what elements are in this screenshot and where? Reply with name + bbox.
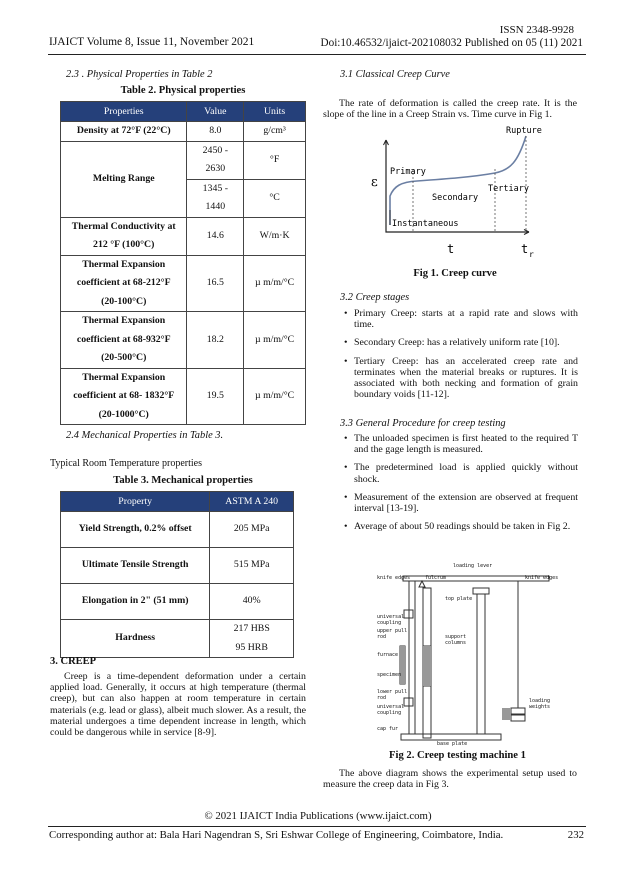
furnace-fill-left: [400, 646, 405, 684]
property-value: 19.5: [187, 368, 244, 425]
label-loading: loading: [529, 698, 551, 704]
table-row: [61, 122, 306, 142]
label-base-plate: base plate: [437, 741, 468, 746]
list-item: • The unloaded specimen is first heated to the required T and the gage length is measured.: [343, 433, 578, 455]
fig-1-caption: Fig 1. Creep curve: [413, 268, 497, 279]
creep-stages-list: [343, 308, 578, 407]
list-item: • Average of about 50 readings should be taken in Fig 2.: [343, 521, 578, 532]
label-loading-lever: loading lever: [453, 563, 493, 569]
header-rule: [48, 54, 586, 55]
label-universal-bottom: universal: [377, 704, 405, 710]
table-header-properties: Properties: [61, 102, 187, 122]
instantaneous-label: Instantaneous: [392, 219, 459, 229]
base-plate: [401, 734, 501, 740]
label-knife-edges-left: knife edges: [377, 575, 411, 581]
weight-1: [511, 708, 525, 714]
page-number: 232: [567, 829, 584, 841]
property-name: Elongation in 2" (51 mm): [61, 584, 210, 620]
creep-machine-figure: [373, 558, 573, 746]
property-value: 18.2: [187, 312, 244, 369]
property-value: 515 MPa: [210, 548, 294, 584]
table-row: [61, 620, 294, 658]
property-value: 2450 - 2630: [187, 141, 244, 179]
table-row: [61, 584, 294, 620]
label-columns: columns: [445, 640, 467, 646]
list-item: • Measurement of the extension are observed at frequent interval [13-19].: [343, 492, 578, 514]
property-name: Density at 72°F (22°C): [61, 122, 187, 142]
primary-label: Primary: [390, 167, 426, 177]
property-value: 16.5: [187, 255, 244, 312]
property-unit: µ m/m/°C: [244, 255, 306, 312]
typical-properties-label: Typical Room Temperature properties: [50, 458, 202, 469]
label-rod-bottom: rod: [377, 695, 387, 701]
property-name: Ultimate Tensile Strength: [61, 548, 210, 584]
corresponding-author: Corresponding author at: Bala Hari Nagendran S, Sri Eshwar College of Engineering, Coimbatore, India.: [49, 829, 504, 841]
table-row: [61, 512, 294, 548]
section-3-1-heading: 3.1 Classical Creep Curve: [340, 69, 450, 80]
property-name: Hardness: [61, 620, 210, 658]
table-header-astm: ASTM A 240: [210, 492, 294, 512]
weight-2: [511, 715, 525, 721]
property-value: 205 MPa: [210, 512, 294, 548]
secondary-label: Secondary: [432, 193, 479, 203]
furnace-fill-right: [423, 646, 431, 686]
table-2-caption: Table 2. Physical properties: [120, 85, 246, 96]
table-row: [61, 548, 294, 584]
fulcrum-symbol: [419, 581, 425, 587]
copyright: © 2021 IJAICT India Publications (www.ijaict.com): [204, 810, 432, 822]
label-cap-fur: cap fur: [377, 726, 399, 732]
property-value: 8.0: [187, 122, 244, 142]
label-weights: weights: [529, 704, 551, 710]
table-row: [61, 255, 306, 312]
label-rod-top: rod: [377, 634, 387, 640]
label-upper-pull: upper pull: [377, 628, 408, 634]
doi: Doi:10.46532/ijaict-202108032 Published on 05 (11) 2021: [320, 37, 583, 49]
tertiary-label: Tertiary: [488, 184, 529, 194]
property-unit: °F: [244, 141, 306, 179]
procedure-list: [343, 433, 578, 539]
footer-rule: [48, 826, 586, 827]
creep-curve-figure: [355, 124, 545, 258]
list-item: • The predetermined load is applied quickly without shock.: [343, 462, 578, 484]
fig-2-paragraph: The above diagram shows the experimental setup used to measure the creep data in Fig 3.: [323, 768, 577, 791]
table-3-mechanical-properties: [60, 491, 294, 658]
label-coupling-bottom: coupling: [377, 710, 402, 716]
list-item: • Primary Creep: starts at a rapid rate and slows with time.: [343, 308, 578, 330]
table-row: [61, 141, 306, 179]
property-unit: g/cm³: [244, 122, 306, 142]
creep-rate-paragraph: The rate of deformation is called the creep rate. It is the slope of the line in a Creep Strain vs. Time curve in Fig 1.: [323, 98, 577, 121]
top-plate: [473, 588, 489, 594]
label-top-plate: top plate: [445, 596, 473, 602]
right-support-column: [477, 594, 485, 734]
property-unit: µ m/m/°C: [244, 368, 306, 425]
property-name: Thermal Expansion coefficient at 68-212°F (20-100°C): [61, 255, 187, 312]
property-name: Yield Strength, 0.2% offset: [61, 512, 210, 548]
table-row: [61, 217, 306, 255]
table-row: [61, 368, 306, 425]
label-coupling-top: coupling: [377, 620, 402, 626]
table-row: [61, 312, 306, 369]
table-header-value: Value: [187, 102, 244, 122]
property-value: 217 HBS 95 HRB: [210, 620, 294, 658]
property-value: 1345 - 1440: [187, 179, 244, 217]
section-3-heading: 3. CREEP: [50, 656, 97, 667]
list-item: • Secondary Creep: has a relatively uniform rate [10].: [343, 337, 578, 348]
weights-fill: [502, 708, 510, 720]
list-item: • Tertiary Creep: has an accelerated creep rate and terminates when the material breaks or ruptures. It is associated with both necking and formation of grain boundary voids [11-12].: [343, 356, 578, 401]
property-name: Thermal Expansion coefficient at 68- 1832°F (20-1000°C): [61, 368, 187, 425]
label-support: support: [445, 634, 467, 640]
property-value: 40%: [210, 584, 294, 620]
time-axis-label: t: [447, 242, 455, 256]
label-universal-top: universal: [377, 614, 405, 620]
strain-axis-label: ε: [371, 175, 378, 190]
creep-paragraph: Creep is a time-dependent deformation under a certain applied load. Generally, it occurs at high temperature (thermal creep), but can also happen at room temperature in certain materials (e.g. lead or glass), albeit much slower. As a result, the material undergoes a time dependent increase in length, which could be dangerous while in service [8-9].: [50, 671, 306, 739]
property-unit: W/m·K: [244, 217, 306, 255]
section-3-2-heading: 3.2 Creep stages: [340, 292, 410, 303]
property-unit: °C: [244, 179, 306, 217]
section-2-4-heading: 2.4 Mechanical Properties in Table 3.: [66, 430, 224, 441]
label-lower-pull: lower pull: [377, 689, 408, 695]
table-header-units: Units: [244, 102, 306, 122]
property-unit: µ m/m/°C: [244, 312, 306, 369]
journal-info: IJAICT Volume 8, Issue 11, November 2021: [49, 36, 255, 48]
property-name: Thermal Expansion coefficient at 68-932°F (20-500°C): [61, 312, 187, 369]
fig-2-caption: Fig 2. Creep testing machine 1: [389, 750, 526, 761]
property-name: Melting Range: [61, 141, 187, 217]
creep-curve-line: [390, 136, 526, 225]
table-3-caption: Table 3. Mechanical properties: [113, 475, 253, 486]
label-fulcrum: fulcrum: [425, 575, 447, 581]
section-3-3-heading: 3.3 General Procedure for creep testing: [340, 418, 506, 429]
rupture-time-subscript: r: [529, 250, 534, 258]
rupture-time-label: t: [521, 242, 529, 256]
property-name: Thermal Conductivity at 212 °F (100°C): [61, 217, 187, 255]
property-value: 14.6: [187, 217, 244, 255]
table-2-physical-properties: [60, 101, 306, 425]
section-2-3-heading: 2.3 . Physical Properties in Table 2: [66, 69, 213, 80]
label-knife-edges-right: knife edges: [525, 575, 559, 581]
label-furnace: furnace: [377, 652, 399, 658]
rupture-label: Rupture: [506, 126, 542, 136]
issn: ISSN 2348-9928: [499, 24, 574, 36]
table-header-property: Property: [61, 492, 210, 512]
label-specimen: specimen: [377, 672, 402, 678]
